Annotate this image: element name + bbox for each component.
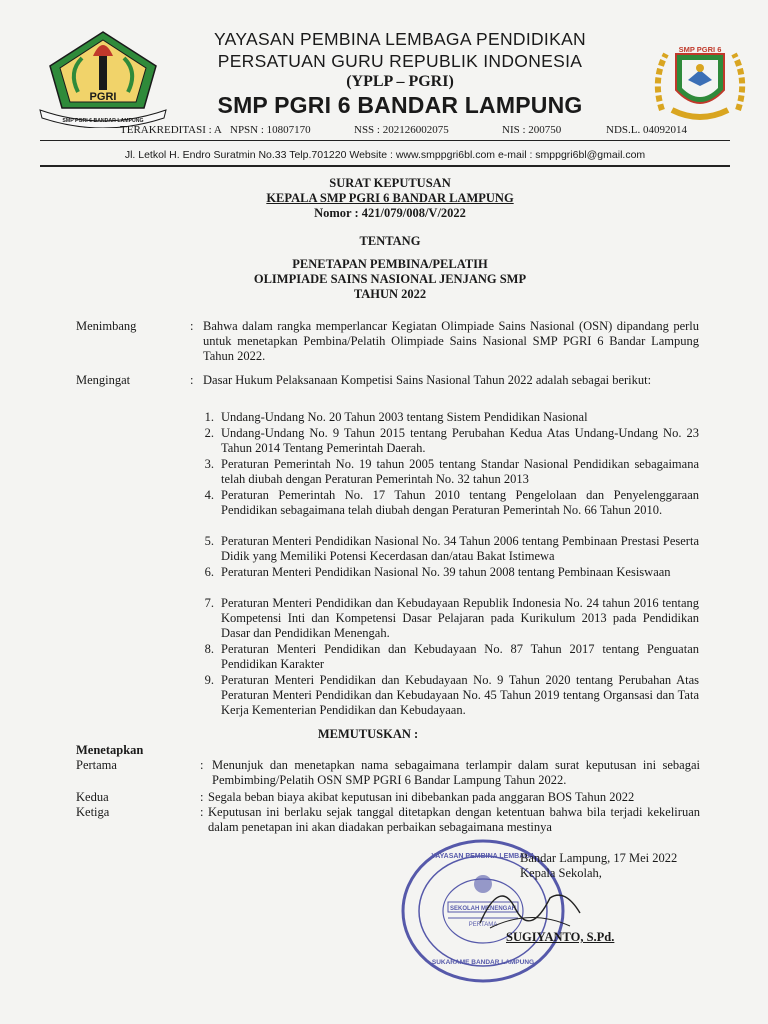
- org-line-2: PERSATUAN GURU REPUBLIK INDONESIA: [217, 51, 583, 71]
- svg-text:PERTAMA: PERTAMA: [468, 922, 498, 928]
- subject-line-2: OLIMPIADE SAINS NASIONAL JENJANG SMP: [253, 272, 527, 286]
- list-item: Peraturan Menteri Pendidikan dan Kebudayaan No. 9 Tahun 2020 tentang Perubahan Atas Peraturan Menteri Pendidikan dan Kebudayaan No. 45 Tahun 2019 tentang Organsasi dan Tata Kerja Kementerian Pendidikan dan Kebudayaan.: [221, 673, 699, 717]
- list-item-number: 8.: [204, 642, 214, 656]
- svg-text:SEKOLAH MENENGAH: SEKOLAH MENENGAH: [449, 906, 517, 912]
- list-item: Undang-Undang No. 9 Tahun 2015 tentang Perubahan Kedua Atas Undang-Undang No. 23 Tahun 2014 Tentang Pemerintah Daerah.: [221, 426, 699, 455]
- mengingat-label: Mengingat: [76, 373, 131, 387]
- place-date: Bandar Lampung, 17 Mei 2022: [520, 851, 678, 865]
- list-item-number: 4.: [204, 488, 214, 502]
- address-line: Jl. Letkol H. Endro Suratmin No.33 Telp.701220 Website : www.smppgri6bl.com e-mail : smppgri6bl@gmail.com: [124, 149, 646, 161]
- tentang-heading: TENTANG: [359, 234, 421, 248]
- svg-text:SUKARAME BANDAR LAMPUNG: SUKARAME BANDAR LAMPUNG: [431, 959, 535, 966]
- list-item-number: 5.: [204, 534, 214, 548]
- decree-title: SURAT KEPUTUSAN: [329, 176, 451, 190]
- pgri-logo: [38, 28, 168, 128]
- svg-text:SMP PGRI 6: SMP PGRI 6: [678, 45, 722, 54]
- mengingat-intro: Dasar Hukum Pelaksanaan Kompetisi Sains Nasional Tahun 2022 adalah sebagai berikut:: [203, 373, 652, 387]
- org-abbreviation: (YPLP – PGRI): [346, 73, 454, 90]
- accreditation: TERAKREDITASI : A: [120, 124, 222, 136]
- list-item: Peraturan Menteri Pendidikan dan Kebudayaan No. 87 Tahun 2017 tentang Penguatan Pendidikan Karakter: [221, 642, 699, 671]
- divider-bottom: [40, 165, 730, 167]
- pertama-label: Pertama: [76, 758, 117, 772]
- list-item: Peraturan Pemerintah No. 19 tahun 2005 tentang Standar Nasional Pendidikan sebagaimana telah diubah dengan Peraturan Pemerintah No. 32 tahun 2013: [221, 457, 699, 486]
- mengingat-colon: :: [190, 373, 194, 387]
- pertama-text: Menunjuk dan menetapkan nama sebagaimana terlampir dalam surat keputusan ini sebagai Pembimbing/Pelatih OSN SMP PGRI 6 Bandar Lampung Tahun 2022.: [212, 758, 700, 787]
- org-line-1: YAYASAN PEMBINA LEMBAGA PENDIDIKAN: [214, 29, 586, 49]
- school-name: SMP PGRI 6 BANDAR LAMPUNG: [217, 92, 583, 118]
- list-item: Peraturan Menteri Pendidikan dan Kebudayaan Republik Indonesia No. 24 tahun 2016 tentang Kompetensi Inti dan Kompetensi Dasar Pelajaran pada Kurikulum 2013 pada Pendidikan Dasar dan Pendidikan Menengah.: [221, 596, 699, 640]
- menimbang-text: Bahwa dalam rangka memperlancar Kegiatan Olimpiade Sains Nasional (OSN) dipandang perlu untuk menetapkan Pembina/Pelatih Olimpiade Sains Nasional SMP PGRI 6 Bandar Lampung Tahun 2022.: [203, 319, 699, 363]
- list-item-number: 6.: [204, 565, 214, 579]
- list-item: Undang-Undang No. 20 Tahun 2003 tentang Sistem Pendidikan Nasional: [221, 410, 588, 424]
- divider-top: [40, 140, 730, 141]
- nis: NIS : 200750: [502, 124, 562, 136]
- kedua-colon: :: [200, 790, 204, 804]
- kedua-text: Segala beban biaya akibat keputusan ini dibebankan pada anggaran BOS Tahun 2022: [208, 790, 635, 804]
- list-item-number: 9.: [204, 673, 214, 687]
- ketiga-label: Ketiga: [76, 805, 110, 819]
- school-logo: [652, 40, 748, 122]
- nss: NSS : 202126002075: [354, 124, 449, 136]
- list-item: Peraturan Menteri Pendidikan Nasional No. 39 tahun 2008 tentang Pembinaan Kesiswaan: [221, 565, 671, 579]
- list-item-number: 2.: [204, 426, 214, 440]
- signer-name: SUGIYANTO, S.Pd.: [506, 930, 615, 944]
- list-item-number: 7.: [204, 596, 214, 610]
- svg-text:PGRI: PGRI: [89, 91, 117, 103]
- signer-position: Kepala Sekolah,: [520, 866, 602, 880]
- subject-line-1: PENETAPAN PEMBINA/PELATIH: [292, 257, 488, 271]
- ketiga-colon: :: [200, 805, 204, 819]
- decree-issuer: KEPALA SMP PGRI 6 BANDAR LAMPUNG: [266, 191, 514, 205]
- menetapkan-label: Menetapkan: [76, 743, 144, 757]
- menimbang-colon: :: [190, 319, 194, 333]
- list-item: Peraturan Menteri Pendidikan Nasional No. 34 Tahun 2006 tentang Pembinaan Prestasi Peserta Didik yang Memiliki Potensi Kecerdasan dan/atau Bakat Istimewa: [221, 534, 699, 563]
- svg-text:SMP PGRI 6 BANDAR LAMPUNG: SMP PGRI 6 BANDAR LAMPUNG: [62, 118, 144, 124]
- menimbang-label: Menimbang: [76, 319, 137, 333]
- list-item: Peraturan Pemerintah No. 17 Tahun 2010 tentang Pengelolaan dan Penyelenggaraan Pendidikan sebagaimana telah diubah dengan Peraturan Pemerintah No. 66 Tahun 2010.: [221, 488, 699, 517]
- kedua-label: Kedua: [76, 790, 109, 804]
- list-item-number: 1.: [204, 410, 214, 424]
- npsn: NPSN : 10807170: [230, 124, 311, 136]
- pertama-colon: :: [200, 758, 204, 772]
- memutuskan-heading: MEMUTUSKAN :: [317, 727, 419, 741]
- list-item-number: 3.: [204, 457, 214, 471]
- ketiga-text: Keputusan ini berlaku sejak tanggal ditetapkan dengan ketentuan bahwa bila terjadi kekeliruan dalam penetapan ini akan diadakan perbaikan sebagaimana mestinya: [208, 805, 700, 834]
- nds: NDS.L. 04092014: [606, 124, 687, 136]
- subject-line-3: TAHUN 2022: [353, 287, 427, 301]
- svg-text:YAYASAN PEMBINA LEMBAGA: YAYASAN PEMBINA LEMBAGA: [431, 853, 535, 860]
- decree-number: Nomor : 421/079/008/V/2022: [314, 206, 466, 220]
- signature-scribble: [470, 868, 590, 938]
